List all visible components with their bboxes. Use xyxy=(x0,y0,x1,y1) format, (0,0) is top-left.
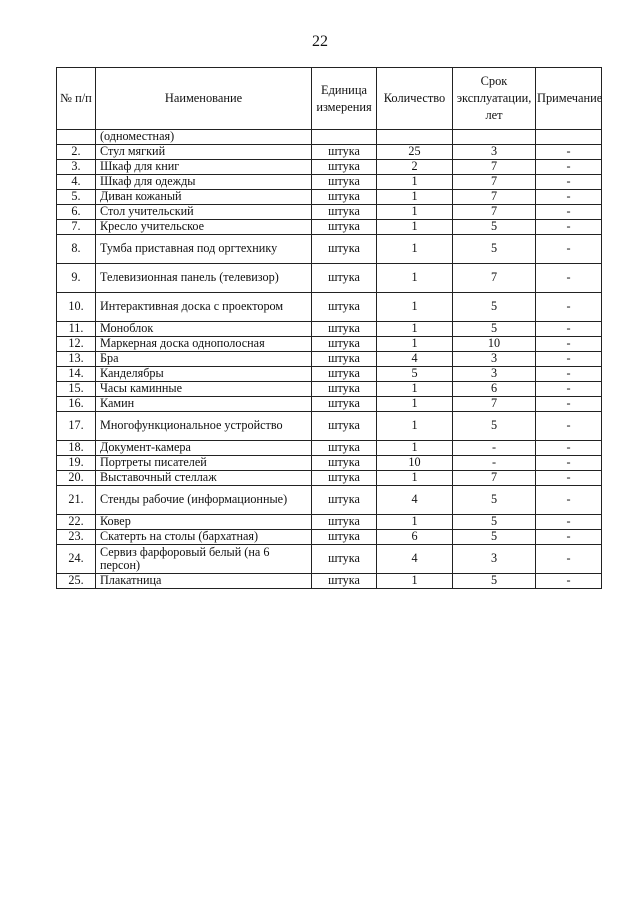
cell-num: 4. xyxy=(57,175,96,190)
cell-name: Стенды рабочие (информационные) xyxy=(96,486,312,515)
header-qty: Количество xyxy=(377,68,453,130)
cell-name: (одноместная) xyxy=(96,130,312,145)
page-number: 22 xyxy=(312,33,328,50)
cell-unit: штука xyxy=(312,471,377,486)
table-row xyxy=(57,322,602,337)
cell-name: Многофункциональное устройство xyxy=(96,412,312,441)
cell-note: - xyxy=(536,397,602,412)
cell-qty: 1 xyxy=(377,175,453,190)
cell-name: Часы каминные xyxy=(96,382,312,397)
table-row xyxy=(57,382,602,397)
cell-name: Диван кожаный xyxy=(96,190,312,205)
cell-unit: штука xyxy=(312,515,377,530)
cell-name: Телевизионная панель (телевизор) xyxy=(96,264,312,293)
cell-life: 5 xyxy=(453,486,536,515)
cell-note: - xyxy=(536,412,602,441)
cell-note: - xyxy=(536,530,602,545)
cell-name: Сервиз фарфоровый белый (на 6 персон) xyxy=(96,545,312,574)
cell-unit: штука xyxy=(312,337,377,352)
cell-note: - xyxy=(536,545,602,574)
table-row xyxy=(57,352,602,367)
cell-unit: штука xyxy=(312,545,377,574)
cell-num: 5. xyxy=(57,190,96,205)
cell-unit: штука xyxy=(312,412,377,441)
cell-note: - xyxy=(536,456,602,471)
cell-unit: штука xyxy=(312,190,377,205)
table-row xyxy=(57,337,602,352)
cell-note: - xyxy=(536,190,602,205)
cell-qty: 1 xyxy=(377,190,453,205)
cell-qty: 1 xyxy=(377,412,453,441)
cell-note: - xyxy=(536,515,602,530)
table-row xyxy=(57,145,602,160)
header-row xyxy=(57,68,602,130)
cell-num: 6. xyxy=(57,205,96,220)
cell-unit: штука xyxy=(312,456,377,471)
cell-note: - xyxy=(536,293,602,322)
cell-qty: 1 xyxy=(377,293,453,322)
cell-name: Канделябры xyxy=(96,367,312,382)
cell-life: 10 xyxy=(453,337,536,352)
cell-name: Моноблок xyxy=(96,322,312,337)
cell-name: Шкаф для одежды xyxy=(96,175,312,190)
cell-life: 5 xyxy=(453,293,536,322)
cell-note: - xyxy=(536,471,602,486)
header-note: Примечание xyxy=(536,68,602,130)
table-row xyxy=(57,175,602,190)
header-unit: Единица измерения xyxy=(312,68,377,130)
cell-num: 11. xyxy=(57,322,96,337)
cell-name: Стол учительский xyxy=(96,205,312,220)
continuation-row xyxy=(57,130,602,145)
cell-num: 12. xyxy=(57,337,96,352)
table-body xyxy=(57,130,602,589)
cell-qty: 1 xyxy=(377,205,453,220)
cell-unit: штука xyxy=(312,382,377,397)
cell-note: - xyxy=(536,220,602,235)
table-row xyxy=(57,471,602,486)
cell-note: - xyxy=(536,264,602,293)
cell-note: - xyxy=(536,352,602,367)
cell-empty xyxy=(312,130,377,145)
cell-unit: штука xyxy=(312,441,377,456)
cell-qty: 2 xyxy=(377,160,453,175)
cell-qty: 10 xyxy=(377,456,453,471)
cell-name: Тумба приставная под оргтехнику xyxy=(96,235,312,264)
cell-unit: штука xyxy=(312,175,377,190)
inventory-table xyxy=(56,67,602,589)
cell-life: 3 xyxy=(453,545,536,574)
header-life: Срок эксплуатации, лет xyxy=(453,68,536,130)
table-row xyxy=(57,530,602,545)
cell-name: Маркерная доска однополосная xyxy=(96,337,312,352)
cell-qty: 4 xyxy=(377,352,453,367)
cell-qty: 5 xyxy=(377,367,453,382)
cell-life: 3 xyxy=(453,367,536,382)
cell-unit: штука xyxy=(312,352,377,367)
cell-unit: штука xyxy=(312,574,377,589)
cell-note: - xyxy=(536,235,602,264)
cell-life: 7 xyxy=(453,264,536,293)
cell-life: 7 xyxy=(453,471,536,486)
cell-life: - xyxy=(453,456,536,471)
cell-num: 14. xyxy=(57,367,96,382)
table-row xyxy=(57,264,602,293)
cell-life: 5 xyxy=(453,412,536,441)
cell-num: 8. xyxy=(57,235,96,264)
table-row xyxy=(57,293,602,322)
cell-note: - xyxy=(536,574,602,589)
table-row xyxy=(57,574,602,589)
cell-empty xyxy=(57,130,96,145)
cell-life: 7 xyxy=(453,190,536,205)
cell-name: Интерактивная доска с проектором xyxy=(96,293,312,322)
table-row xyxy=(57,441,602,456)
cell-unit: штука xyxy=(312,486,377,515)
cell-unit: штука xyxy=(312,397,377,412)
cell-name: Плакатница xyxy=(96,574,312,589)
cell-unit: штука xyxy=(312,367,377,382)
cell-qty: 1 xyxy=(377,382,453,397)
cell-num: 10. xyxy=(57,293,96,322)
cell-num: 2. xyxy=(57,145,96,160)
cell-num: 13. xyxy=(57,352,96,367)
cell-life: 7 xyxy=(453,397,536,412)
table-row xyxy=(57,515,602,530)
cell-qty: 6 xyxy=(377,530,453,545)
cell-note: - xyxy=(536,322,602,337)
cell-name: Камин xyxy=(96,397,312,412)
table-row xyxy=(57,412,602,441)
cell-qty: 1 xyxy=(377,515,453,530)
table-row xyxy=(57,220,602,235)
cell-life: 5 xyxy=(453,235,536,264)
cell-note: - xyxy=(536,367,602,382)
cell-note: - xyxy=(536,486,602,515)
cell-note: - xyxy=(536,337,602,352)
cell-qty: 25 xyxy=(377,145,453,160)
cell-num: 24. xyxy=(57,545,96,574)
cell-qty: 1 xyxy=(377,471,453,486)
cell-life: 5 xyxy=(453,322,536,337)
cell-name: Документ-камера xyxy=(96,441,312,456)
cell-life: 5 xyxy=(453,515,536,530)
table-row xyxy=(57,235,602,264)
cell-unit: штука xyxy=(312,205,377,220)
cell-unit: штука xyxy=(312,220,377,235)
cell-unit: штука xyxy=(312,160,377,175)
cell-unit: штука xyxy=(312,322,377,337)
cell-num: 9. xyxy=(57,264,96,293)
cell-unit: штука xyxy=(312,293,377,322)
cell-num: 3. xyxy=(57,160,96,175)
cell-name: Скатерть на столы (бархатная) xyxy=(96,530,312,545)
cell-qty: 1 xyxy=(377,235,453,264)
cell-note: - xyxy=(536,205,602,220)
cell-qty: 1 xyxy=(377,264,453,293)
cell-unit: штука xyxy=(312,264,377,293)
cell-unit: штука xyxy=(312,145,377,160)
cell-note: - xyxy=(536,160,602,175)
cell-qty: 1 xyxy=(377,322,453,337)
cell-life: 3 xyxy=(453,352,536,367)
cell-note: - xyxy=(536,175,602,190)
cell-note: - xyxy=(536,145,602,160)
cell-name: Бра xyxy=(96,352,312,367)
cell-unit: штука xyxy=(312,235,377,264)
cell-num: 23. xyxy=(57,530,96,545)
header-name: Наименование xyxy=(96,68,312,130)
table-row xyxy=(57,545,602,574)
cell-qty: 1 xyxy=(377,337,453,352)
cell-name: Ковер xyxy=(96,515,312,530)
cell-num: 17. xyxy=(57,412,96,441)
cell-life: 5 xyxy=(453,530,536,545)
cell-note: - xyxy=(536,441,602,456)
cell-empty xyxy=(536,130,602,145)
cell-name: Кресло учительское xyxy=(96,220,312,235)
cell-num: 19. xyxy=(57,456,96,471)
cell-num: 18. xyxy=(57,441,96,456)
cell-num: 16. xyxy=(57,397,96,412)
cell-num: 15. xyxy=(57,382,96,397)
cell-empty xyxy=(377,130,453,145)
cell-num: 20. xyxy=(57,471,96,486)
cell-num: 7. xyxy=(57,220,96,235)
cell-life: 5 xyxy=(453,220,536,235)
cell-qty: 4 xyxy=(377,486,453,515)
cell-empty xyxy=(453,130,536,145)
cell-qty: 1 xyxy=(377,220,453,235)
cell-num: 25. xyxy=(57,574,96,589)
cell-qty: 1 xyxy=(377,574,453,589)
table-row xyxy=(57,205,602,220)
cell-life: 5 xyxy=(453,574,536,589)
header-num: № п/п xyxy=(57,68,96,130)
table-row xyxy=(57,160,602,175)
cell-name: Портреты писателей xyxy=(96,456,312,471)
cell-note: - xyxy=(536,382,602,397)
cell-num: 22. xyxy=(57,515,96,530)
cell-life: 7 xyxy=(453,160,536,175)
table-row xyxy=(57,486,602,515)
cell-life: 7 xyxy=(453,175,536,190)
cell-life: 3 xyxy=(453,145,536,160)
table-row xyxy=(57,367,602,382)
cell-unit: штука xyxy=(312,530,377,545)
table-row xyxy=(57,397,602,412)
cell-name: Шкаф для книг xyxy=(96,160,312,175)
cell-qty: 4 xyxy=(377,545,453,574)
cell-name: Стул мягкий xyxy=(96,145,312,160)
table-row xyxy=(57,456,602,471)
cell-qty: 1 xyxy=(377,397,453,412)
cell-life: 6 xyxy=(453,382,536,397)
cell-life: 7 xyxy=(453,205,536,220)
cell-qty: 1 xyxy=(377,441,453,456)
cell-life: - xyxy=(453,441,536,456)
table-row xyxy=(57,190,602,205)
table-header xyxy=(57,68,602,130)
cell-name: Выставочный стеллаж xyxy=(96,471,312,486)
cell-num: 21. xyxy=(57,486,96,515)
